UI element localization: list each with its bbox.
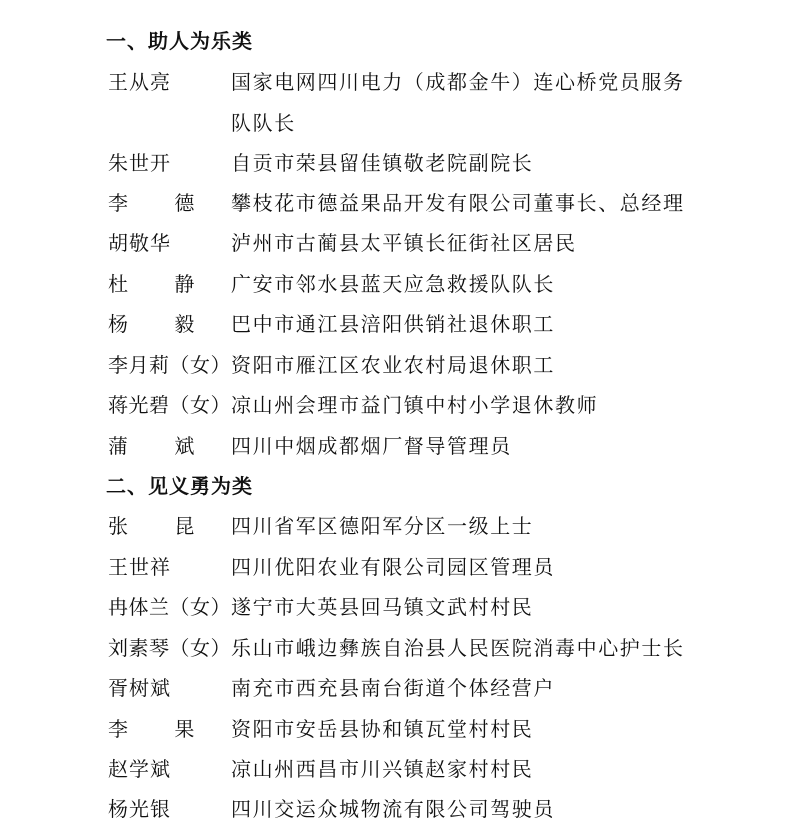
section-heading-2: 二、见义勇为类 [106, 474, 253, 498]
person-description: 凉山州会理市益门镇中村小学退休教师 [231, 393, 599, 417]
person-description: 四川中烟成都烟厂督导管理员 [231, 434, 512, 458]
person-name: 王世祥 [108, 555, 171, 579]
person-description: 南充市西充县南台街道个体经营户 [231, 676, 555, 700]
person-description: 四川交运众城物流有限公司驾驶员 [231, 797, 555, 821]
person-name: 王从亮 [108, 70, 171, 94]
person-name: 李 德 [108, 191, 215, 215]
person-description-continued: 队队长 [231, 111, 296, 135]
person-description: 凉山州西昌市川兴镇赵家村村民 [231, 757, 534, 781]
person-description: 四川优阳农业有限公司园区管理员 [231, 555, 555, 579]
person-description: 国家电网四川电力（成都金牛）连心桥党员服务 [231, 70, 685, 94]
person-name: 张 昆 [108, 514, 215, 538]
person-name: 冉体兰（女） [108, 595, 231, 619]
person-name: 杨光银 [108, 797, 171, 821]
person-description: 巴中市通江县涪阳供销社退休职工 [231, 312, 555, 336]
person-description: 乐山市峨边彝族自治县人民医院消毒中心护士长 [231, 636, 685, 660]
person-name: 蒲 斌 [108, 434, 215, 458]
person-description: 遂宁市大英县回马镇文武村村民 [231, 595, 534, 619]
person-name: 胥树斌 [108, 676, 171, 700]
person-name: 胡敬华 [108, 231, 171, 255]
person-name: 蒋光碧（女） [108, 393, 231, 417]
person-description: 资阳市雁江区农业农村局退休职工 [231, 353, 555, 377]
person-description: 资阳市安岳县协和镇瓦堂村村民 [231, 717, 534, 741]
person-name: 李 果 [108, 717, 215, 741]
person-description: 四川省军区德阳军分区一级上士 [231, 514, 534, 538]
person-name: 刘素琴（女） [108, 636, 231, 660]
person-description: 攀枝花市德益果品开发有限公司董事长、总经理 [231, 191, 685, 215]
person-name: 杜 静 [108, 272, 215, 296]
person-description: 泸州市古蔺县太平镇长征街社区居民 [231, 231, 577, 255]
person-description: 广安市邻水县蓝天应急救援队队长 [231, 272, 555, 296]
person-name: 李月莉（女） [108, 353, 231, 377]
person-name: 赵学斌 [108, 757, 171, 781]
person-name: 杨 毅 [108, 312, 215, 336]
person-description: 自贡市荣县留佳镇敬老院副院长 [231, 151, 534, 175]
section-heading-1: 一、助人为乐类 [106, 29, 253, 53]
person-name: 朱世开 [108, 151, 171, 175]
